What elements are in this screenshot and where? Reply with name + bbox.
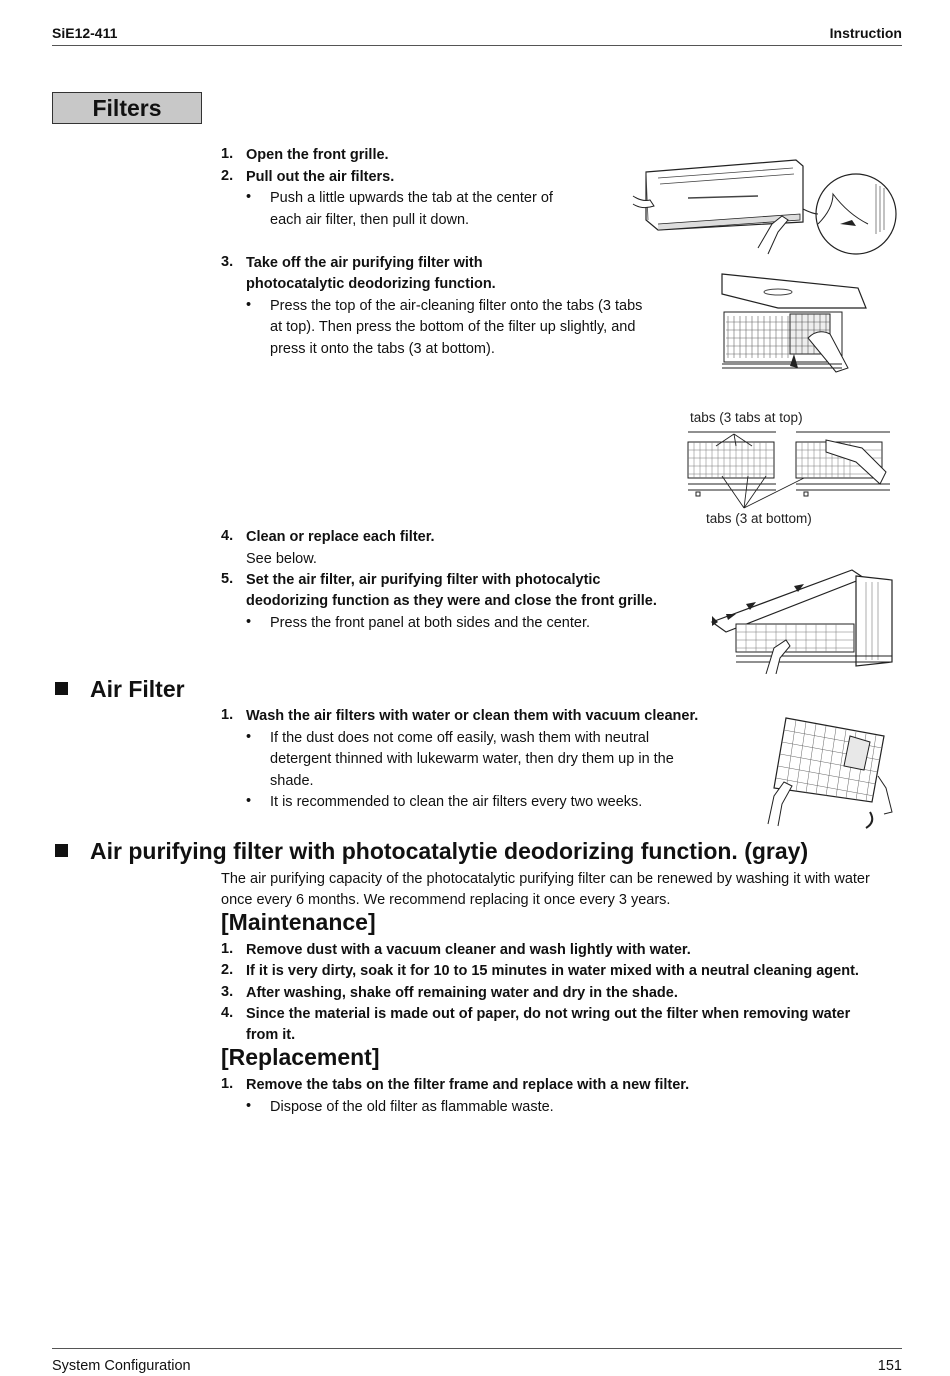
replacement-bullet: Dispose of the old filter as flammable waste. (270, 1099, 554, 1115)
maintenance-4-number: 4. (221, 1005, 234, 1021)
step-2-text: Pull out the air filters. (246, 169, 395, 185)
maintenance-4-line-1: Since the material is made out of paper, do not wring out the filter when removing water (246, 1006, 851, 1022)
step-3-line-1: Take off the air purifying filter with (246, 255, 483, 271)
purifying-heading (55, 838, 808, 865)
step-3-number: 3. (221, 254, 234, 270)
bullet: • (246, 793, 252, 809)
step-3-bullet-line-1: Press the top of the air-cleaning filter onto the tabs (3 tabs (270, 298, 643, 314)
replacement-1-number: 1. (221, 1076, 234, 1092)
step-2-bullet-line-2: each air filter, then pull it down. (270, 212, 470, 228)
air-filter-heading (55, 676, 185, 703)
bullet: • (246, 614, 252, 630)
step-3-bullet-line-2: at top). Then press the bottom of the filter up slightly, and (270, 319, 636, 335)
close-grille-illustration (706, 566, 894, 674)
air-filter-step-text: Wash the air filters with water or clean them with vacuum cleaner. (246, 708, 699, 724)
air-filter-bullet-1-line-1: If the dust does not come off easily, wash them with neutral (270, 730, 650, 746)
maintenance-3-number: 3. (221, 984, 234, 1000)
step-2-bullet-line-1: Push a little upwards the tab at the center of (270, 190, 553, 206)
maintenance-1-text: Remove dust with a vacuum cleaner and wash lightly with water. (246, 942, 691, 958)
maintenance-2-number: 2. (221, 962, 234, 978)
air-filter-bullet-1-line-2: detergent thinned with lukewarm water, then dry them up in the (270, 751, 674, 767)
page-number: 151 (877, 1358, 902, 1374)
tabs-diagram (686, 428, 892, 512)
bullet: • (246, 297, 252, 313)
caption-tabs-bottom: tabs (3 at bottom) (706, 511, 812, 526)
page-title: Filters (52, 92, 202, 124)
step-5-number: 5. (221, 571, 234, 587)
open-grille-illustration (628, 154, 898, 259)
purifying-filter-illustration (718, 268, 870, 376)
step-5-line-1: Set the air filter, air purifying filter with photocalytic (246, 572, 601, 588)
step-1-number: 1. (221, 146, 234, 162)
step-4-text: Clean or replace each filter. (246, 529, 435, 545)
maintenance-2-text: If it is very dirty, soak it for 10 to 15 minutes in water mixed with a neutral cleaning agent. (246, 963, 859, 979)
section-bullet-square (55, 682, 68, 695)
section-label: Instruction (829, 25, 902, 41)
step-5-bullet: Press the front panel at both sides and the center. (270, 615, 591, 631)
step-4-number: 4. (221, 528, 234, 544)
purifying-intro-line-2: once every 6 months. We recommend replacing it once every 3 years. (221, 892, 671, 908)
bullet: • (246, 729, 252, 745)
step-2-number: 2. (221, 168, 234, 184)
step-4-sub: See below. (246, 551, 317, 567)
footer-rule (52, 1348, 902, 1349)
purifying-intro-line-1: The air purifying capacity of the photocatalytic purifying filter can be renewed by washing it with water (221, 871, 870, 887)
maintenance-heading: [Maintenance] (221, 909, 376, 935)
step-5-line-2: deodorizing function as they were and close the front grille. (246, 593, 657, 609)
wash-filter-illustration (766, 712, 894, 830)
replacement-heading: [Replacement] (221, 1044, 380, 1070)
section-bullet-square (55, 844, 68, 857)
doc-code: SiE12-411 (52, 25, 118, 41)
bullet: • (246, 1098, 252, 1114)
air-filter-bullet-2: It is recommended to clean the air filters every two weeks. (270, 794, 643, 810)
caption-tabs-top: tabs (3 tabs at top) (690, 410, 803, 425)
header-rule (52, 45, 902, 46)
maintenance-4-line-2: from it. (246, 1027, 296, 1043)
step-1-text: Open the front grille. (246, 147, 389, 163)
maintenance-3-text: After washing, shake off remaining water and dry in the shade. (246, 985, 678, 1001)
air-filter-bullet-1-line-3: shade. (270, 773, 314, 789)
footer-left: System Configuration (52, 1358, 191, 1374)
step-3-line-2: photocatalytic deodorizing function. (246, 276, 496, 292)
air-filter-step-number: 1. (221, 707, 234, 723)
replacement-1-text: Remove the tabs on the filter frame and replace with a new filter. (246, 1077, 690, 1093)
bullet: • (246, 189, 252, 205)
step-3-bullet-line-3: press it onto the tabs (3 at bottom). (270, 341, 495, 357)
purifying-heading-text: Air purifying filter with photocatalytie deodorizing function. (gray) (90, 838, 809, 864)
air-filter-heading-text: Air Filter (90, 676, 185, 702)
maintenance-1-number: 1. (221, 941, 234, 957)
